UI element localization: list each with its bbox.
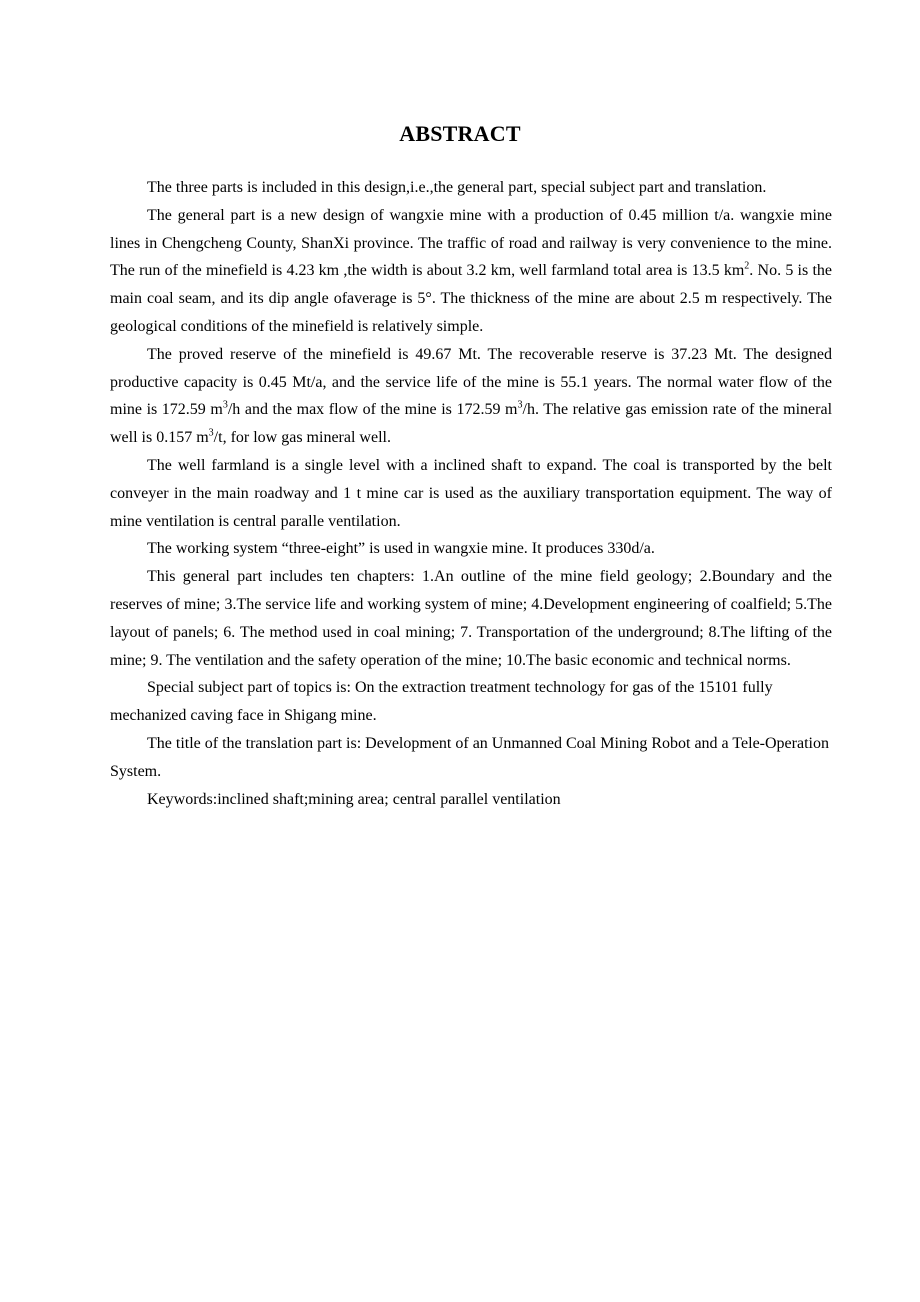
paragraph-reserves: The proved reserve of the minefield is 49.67 Mt. The recoverable reserve is 37.23 Mt. The designed productive capacity is 0.45 Mt/a, and the service life of the mine is 55.1 years. The normal water flow of the mine is 172.59 $m^3/h$ and the max flow of the mine is 172.59 $m^3/h$. The relative gas emission rate of the mineral well is 0.157 $m^3/t$, for low gas mineral well. <box>110 345 833 447</box>
paragraph-general-part: The general part is a new design of wangxie mine with a production of 0.45 million t/a. wangxie mine lines in Chengcheng County, ShanXi province. The traffic of road and railway is very convenience to the mine. The run of the minefield is 4.23 km ,the width is about 3.2 km, well farmland total area is 13.5 $km^2$. No. 5 is the main coal seam, and its dip angle ofaverage is 5°. The thickness of the mine are about 2.5 m respectively. The geological conditions of the minefield is relatively simple. <box>110 206 832 335</box>
paragraph-chapters: This general part includes ten chapters: 1.An outline of the mine field geology; 2.Boundary and the reserves of mine; 3.The service life and working system of mine; 4.Development engineering of coalfield; 5.The layout of panels; 6. The method used in coal mining; 7. Transportation of the underground; 8.The lifting of the mine; 9. The ventilation and the safety operation of the mine; 10.The basic economic and technical norms. <box>110 568 832 669</box>
keywords: Keywords:inclined shaft;mining area; central parallel ventilation <box>147 790 561 808</box>
abstract-body <box>110 174 832 813</box>
paragraph-development: The well farmland is a single level with a inclined shaft to expand. The coal is transported by the belt conveyer in the main roadway and 1 t mine car is used as the auxiliary transportation equipment. The way of mine ventilation is central paralle ventilation. <box>110 456 832 530</box>
paragraph-overview: The three parts is included in this design,i.e.,the general part, special subject part and translation. <box>147 179 767 196</box>
abstract-title: ABSTRACT <box>399 121 521 146</box>
paragraph-working-system: The working system “three-eight” is used in wangxie mine. It produces 330d/a. <box>147 540 655 558</box>
paragraph-translation: The title of the translation part is: Development of an Unmanned Coal Mining Robot and a Tele-Operation System. <box>110 734 829 780</box>
paragraph-special-subject: Special subject part of topics is: On the extraction treatment technology for gas of the 15101 fully mechanized caving face in Shigang mine. <box>110 679 773 725</box>
